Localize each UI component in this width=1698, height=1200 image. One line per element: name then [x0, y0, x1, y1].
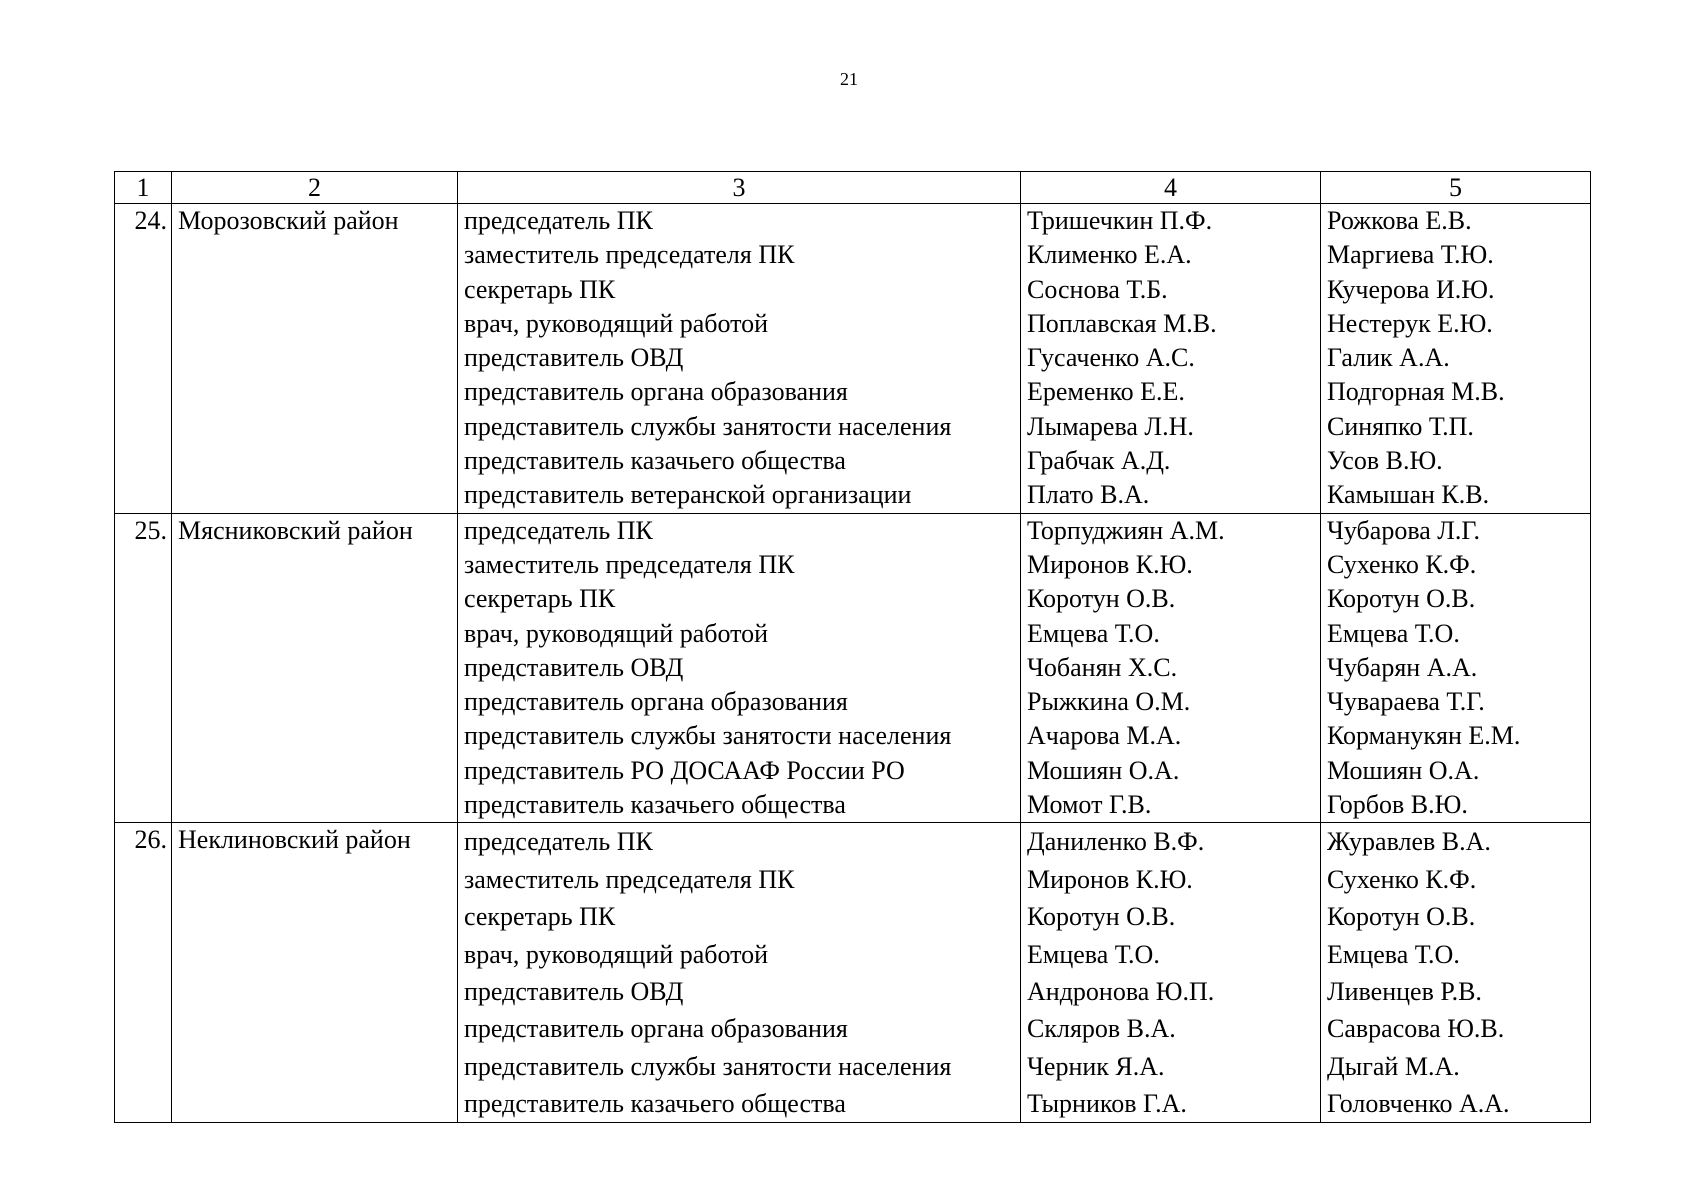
commission-table	[114, 171, 1591, 1123]
members-list	[1021, 513, 1321, 823]
role-item: врач, руководящий работой	[464, 308, 769, 338]
reserves-list	[1321, 823, 1591, 1123]
role-item: заместитель председателя ПК	[464, 549, 795, 579]
reserve-name: Саврасова Ю.В.	[1327, 1014, 1505, 1044]
reserve-name: Головченко А.А.	[1327, 1089, 1510, 1119]
member-name: Грабчак А.Д.	[1027, 446, 1171, 476]
reserve-name: Чубарова Л.Г.	[1327, 515, 1481, 545]
header-col-4: 4	[1021, 172, 1321, 204]
role-item: представитель органа образования	[464, 687, 848, 717]
member-name: Даниленко В.Ф.	[1027, 827, 1205, 857]
member-name: Торпуджиян А.М.	[1027, 515, 1225, 545]
member-name: Поплавская М.В.	[1027, 308, 1217, 338]
role-item: представитель службы занятости населения	[464, 1051, 952, 1081]
roles-list	[458, 204, 1021, 514]
role-item: представитель ОВД	[464, 976, 684, 1006]
member-name: Момот Г.В.	[1027, 790, 1152, 820]
role-item: секретарь ПК	[464, 584, 616, 614]
member-name: Тришечкин П.Ф.	[1027, 206, 1213, 235]
reserve-name: Рожкова Е.В.	[1327, 206, 1472, 235]
reserve-name: Маргиева Т.Ю.	[1327, 240, 1494, 270]
member-name: Еременко Е.Е.	[1027, 377, 1185, 407]
member-name: Плато В.А.	[1027, 480, 1150, 510]
reserve-name: Корманукян Е.М.	[1327, 721, 1521, 751]
role-item: председатель ПК	[464, 515, 653, 545]
member-name: Емцева Т.О.	[1027, 939, 1160, 969]
district-name	[172, 204, 458, 514]
reserve-name: Нестерук Е.Ю.	[1327, 308, 1493, 338]
role-item: представитель ветеранской организации	[464, 480, 912, 510]
row-number	[115, 513, 172, 823]
row-number	[115, 823, 172, 1123]
table-row	[115, 513, 1591, 823]
reserve-name: Галик А.А.	[1327, 343, 1450, 373]
reserves-list	[1321, 513, 1591, 823]
role-item: представитель казачьего общества	[464, 1089, 846, 1119]
member-name: Коротун О.В.	[1027, 902, 1176, 932]
role-item: председатель ПК	[464, 827, 653, 857]
member-name: Гусаченко А.С.	[1027, 343, 1195, 373]
member-name: Лымарева Л.Н.	[1027, 411, 1194, 441]
role-item: представитель органа образования	[464, 1014, 848, 1044]
reserve-name: Кучерова И.Ю.	[1327, 274, 1495, 304]
member-name: Мошиян О.А.	[1027, 755, 1180, 785]
role-item: врач, руководящий работой	[464, 618, 769, 648]
table-row	[115, 204, 1591, 514]
reserve-name: Коротун О.В.	[1327, 902, 1476, 932]
member-name: Скляров В.А.	[1027, 1014, 1176, 1044]
reserves-list	[1321, 204, 1591, 514]
role-item: секретарь ПК	[464, 902, 616, 932]
district-name	[172, 823, 458, 1123]
roles-list	[458, 513, 1021, 823]
role-item: председатель ПК	[464, 206, 653, 235]
district-name-text: Морозовский район	[178, 206, 399, 235]
reserve-name: Емцева Т.О.	[1327, 939, 1460, 969]
reserve-name: Подгорная М.В.	[1327, 377, 1505, 407]
role-item: представитель службы занятости населения	[464, 411, 952, 441]
district-name-text: Неклиновский район	[178, 825, 411, 855]
district-name-text: Мясниковский район	[178, 515, 413, 545]
member-name: Ачарова М.А.	[1027, 721, 1182, 751]
members-list	[1021, 823, 1321, 1123]
member-name: Коротун О.В.	[1027, 584, 1176, 614]
row-number-text: 25.	[134, 515, 167, 545]
member-name: Емцева Т.О.	[1027, 618, 1160, 648]
role-item: заместитель председателя ПК	[464, 240, 795, 270]
header-col-5: 5	[1321, 172, 1591, 204]
page-number: 21	[840, 69, 858, 89]
member-name: Соснова Т.Б.	[1027, 274, 1168, 304]
role-item: представитель ОВД	[464, 343, 684, 373]
member-name: Миронов К.Ю.	[1027, 864, 1193, 894]
header-col-2: 2	[172, 172, 458, 204]
role-item: заместитель председателя ПК	[464, 864, 795, 894]
role-item: представитель службы занятости населения	[464, 721, 952, 751]
members-list	[1021, 204, 1321, 514]
reserve-name: Горбов В.Ю.	[1327, 790, 1468, 820]
reserve-name: Дыгай М.А.	[1327, 1051, 1460, 1081]
role-item: представитель органа образования	[464, 377, 848, 407]
header-col-3: 3	[458, 172, 1021, 204]
role-item: врач, руководящий работой	[464, 939, 769, 969]
reserve-name: Чубарян А.А.	[1327, 652, 1478, 682]
reserve-name: Камышан К.В.	[1327, 480, 1490, 510]
table-row	[115, 823, 1591, 1123]
reserve-name: Сухенко К.Ф.	[1327, 549, 1477, 579]
reserve-name: Коротун О.В.	[1327, 584, 1476, 614]
role-item: представитель ОВД	[464, 652, 684, 682]
row-number	[115, 204, 172, 514]
role-item: секретарь ПК	[464, 274, 616, 304]
reserve-name: Усов В.Ю.	[1327, 446, 1443, 476]
reserve-name: Емцева Т.О.	[1327, 618, 1460, 648]
header-row	[115, 172, 1591, 204]
member-name: Миронов К.Ю.	[1027, 549, 1193, 579]
member-name: Чобанян Х.С.	[1027, 652, 1178, 682]
member-name: Черник Я.А.	[1027, 1051, 1165, 1081]
reserve-name: Сухенко К.Ф.	[1327, 864, 1477, 894]
role-item: представитель РО ДОСААФ России РО	[464, 755, 905, 785]
member-name: Клименко Е.А.	[1027, 240, 1192, 270]
row-number-text: 24.	[134, 206, 167, 235]
reserve-name: Синяпко Т.П.	[1327, 411, 1474, 441]
roles-list	[458, 823, 1021, 1123]
reserve-name: Чувараева Т.Г.	[1327, 687, 1485, 717]
member-name: Андронова Ю.П.	[1027, 976, 1215, 1006]
role-item: представитель казачьего общества	[464, 790, 846, 820]
member-name: Рыжкина О.М.	[1027, 687, 1191, 717]
header-col-1: 1	[115, 172, 172, 204]
reserve-name: Ливенцев Р.В.	[1327, 976, 1482, 1006]
role-item: представитель казачьего общества	[464, 446, 846, 476]
reserve-name: Журавлев В.А.	[1327, 827, 1491, 857]
district-name	[172, 513, 458, 823]
member-name: Тырников Г.А.	[1027, 1089, 1187, 1119]
row-number-text: 26.	[134, 825, 167, 855]
reserve-name: Мошиян О.А.	[1327, 755, 1480, 785]
